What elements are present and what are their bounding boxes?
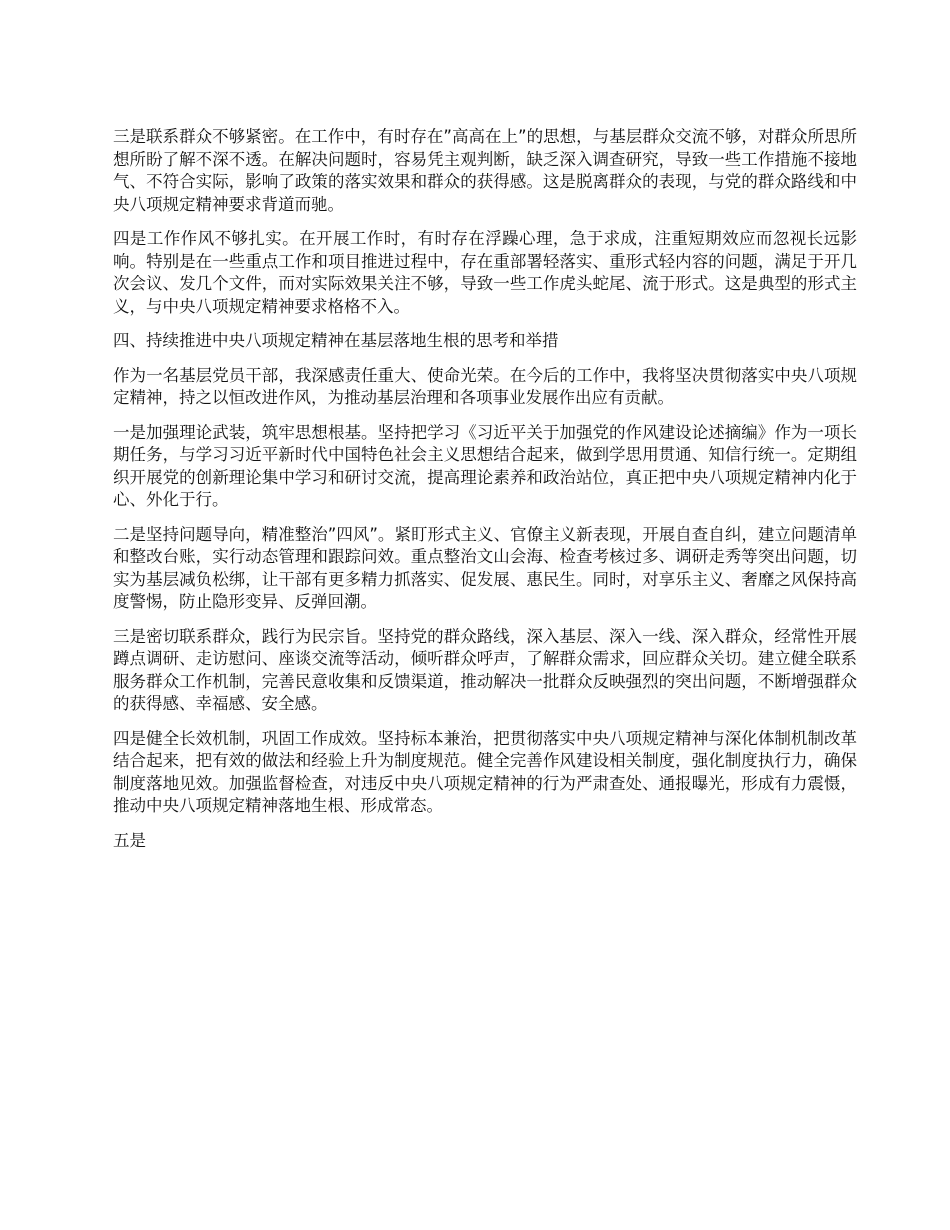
paragraph-work-style: 四是工作作风不够扎实。在开展工作时，有时存在浮躁心理，急于求成，注重短期效应而忽视长远影响。特别是在一些重点工作和项目推进过程中，存在重部署轻落实、重形式轻内容的问题，满足于开几次会议、发几个文件，而对实际效果关注不够，导致一些工作虎头蛇尾、流于形式。这是典型的形式主义，与中央八项规定精神要求格格不入。 — [113, 229, 857, 316]
paragraph-contact-masses: 三是联系群众不够紧密。在工作中，有时存在”高高在上”的思想，与基层群众交流不够，对群众所思所想所盼了解不深不透。在解决问题时，容易凭主观判断，缺乏深入调查研究，导致一些工作措施不接地气、不符合实际，影响了政策的落实效果和群众的获得感。这是脱离群众的表现，与党的群众路线和中央八项规定精神要求背道而驰。 — [113, 127, 857, 214]
paragraph-problem-oriented: 二是坚持问题导向，精准整治”四风”。紧盯形式主义、官僚主义新表现，开展自查自纠，建立问题清单和整改台账，实行动态管理和跟踪问效。重点整治文山会海、检查考核过多、调研走秀等突出问题，切实为基层减负松绑，让干部有更多精力抓落实、促发展、惠民生。同时，对享乐主义、奢靡之风保持高度警惕，防止隐形变异、反弹回潮。 — [113, 524, 857, 611]
document-page — [113, 126, 857, 864]
section-heading: 四、持续推进中央八项规定精神在基层落地生根的思考和举措 — [113, 331, 559, 350]
paragraph-long-term-mechanism: 四是健全长效机制，巩固工作成效。坚持标本兼治，把贯彻落实中央八项规定精神与深化体制机制改革结合起来，把有效的做法和经验上升为制度规范。健全完善作风建设相关制度，强化制度执行力，确保制度落地见效。加强监督检查，对违反中央八项规定精神的行为严肃查处、通报曝光，形成有力震慑，推动中央八项规定精神落地生根、形成常态。 — [113, 728, 857, 815]
paragraph-intro: 作为一名基层党员干部，我深感责任重大、使命光荣。在今后的工作中，我将坚决贯彻落实中央八项规定精神，持之以恒改进作风，为推动基层治理和各项事业发展作出应有贡献。 — [113, 365, 857, 407]
paragraph-theory: 一是加强理论武装，筑牢思想根基。坚持把学习《习近平关于加强党的作风建设论述摘编》作为一项长期任务，与学习习近平新时代中国特色社会主义思想结合起来，做到学思用贯通、知信行统一。定期组织开展党的创新理论集中学习和研讨交流，提高理论素养和政治站位，真正把中央八项规定精神内化于心、外化于行。 — [113, 422, 857, 509]
paragraph-fifth: 五是 — [113, 830, 146, 850]
paragraph-close-to-masses: 三是密切联系群众，践行为民宗旨。坚持党的群众路线，深入基层、深入一线、深入群众，经常性开展蹲点调研、走访慰问、座谈交流等活动，倾听群众呼声，了解群众需求，回应群众关切。建立健全联系服务群众工作机制，完善民意收集和反馈渠道，推动解决一批群众反映强烈的突出问题，不断增强群众的获得感、幸福感、安全感。 — [113, 626, 857, 713]
